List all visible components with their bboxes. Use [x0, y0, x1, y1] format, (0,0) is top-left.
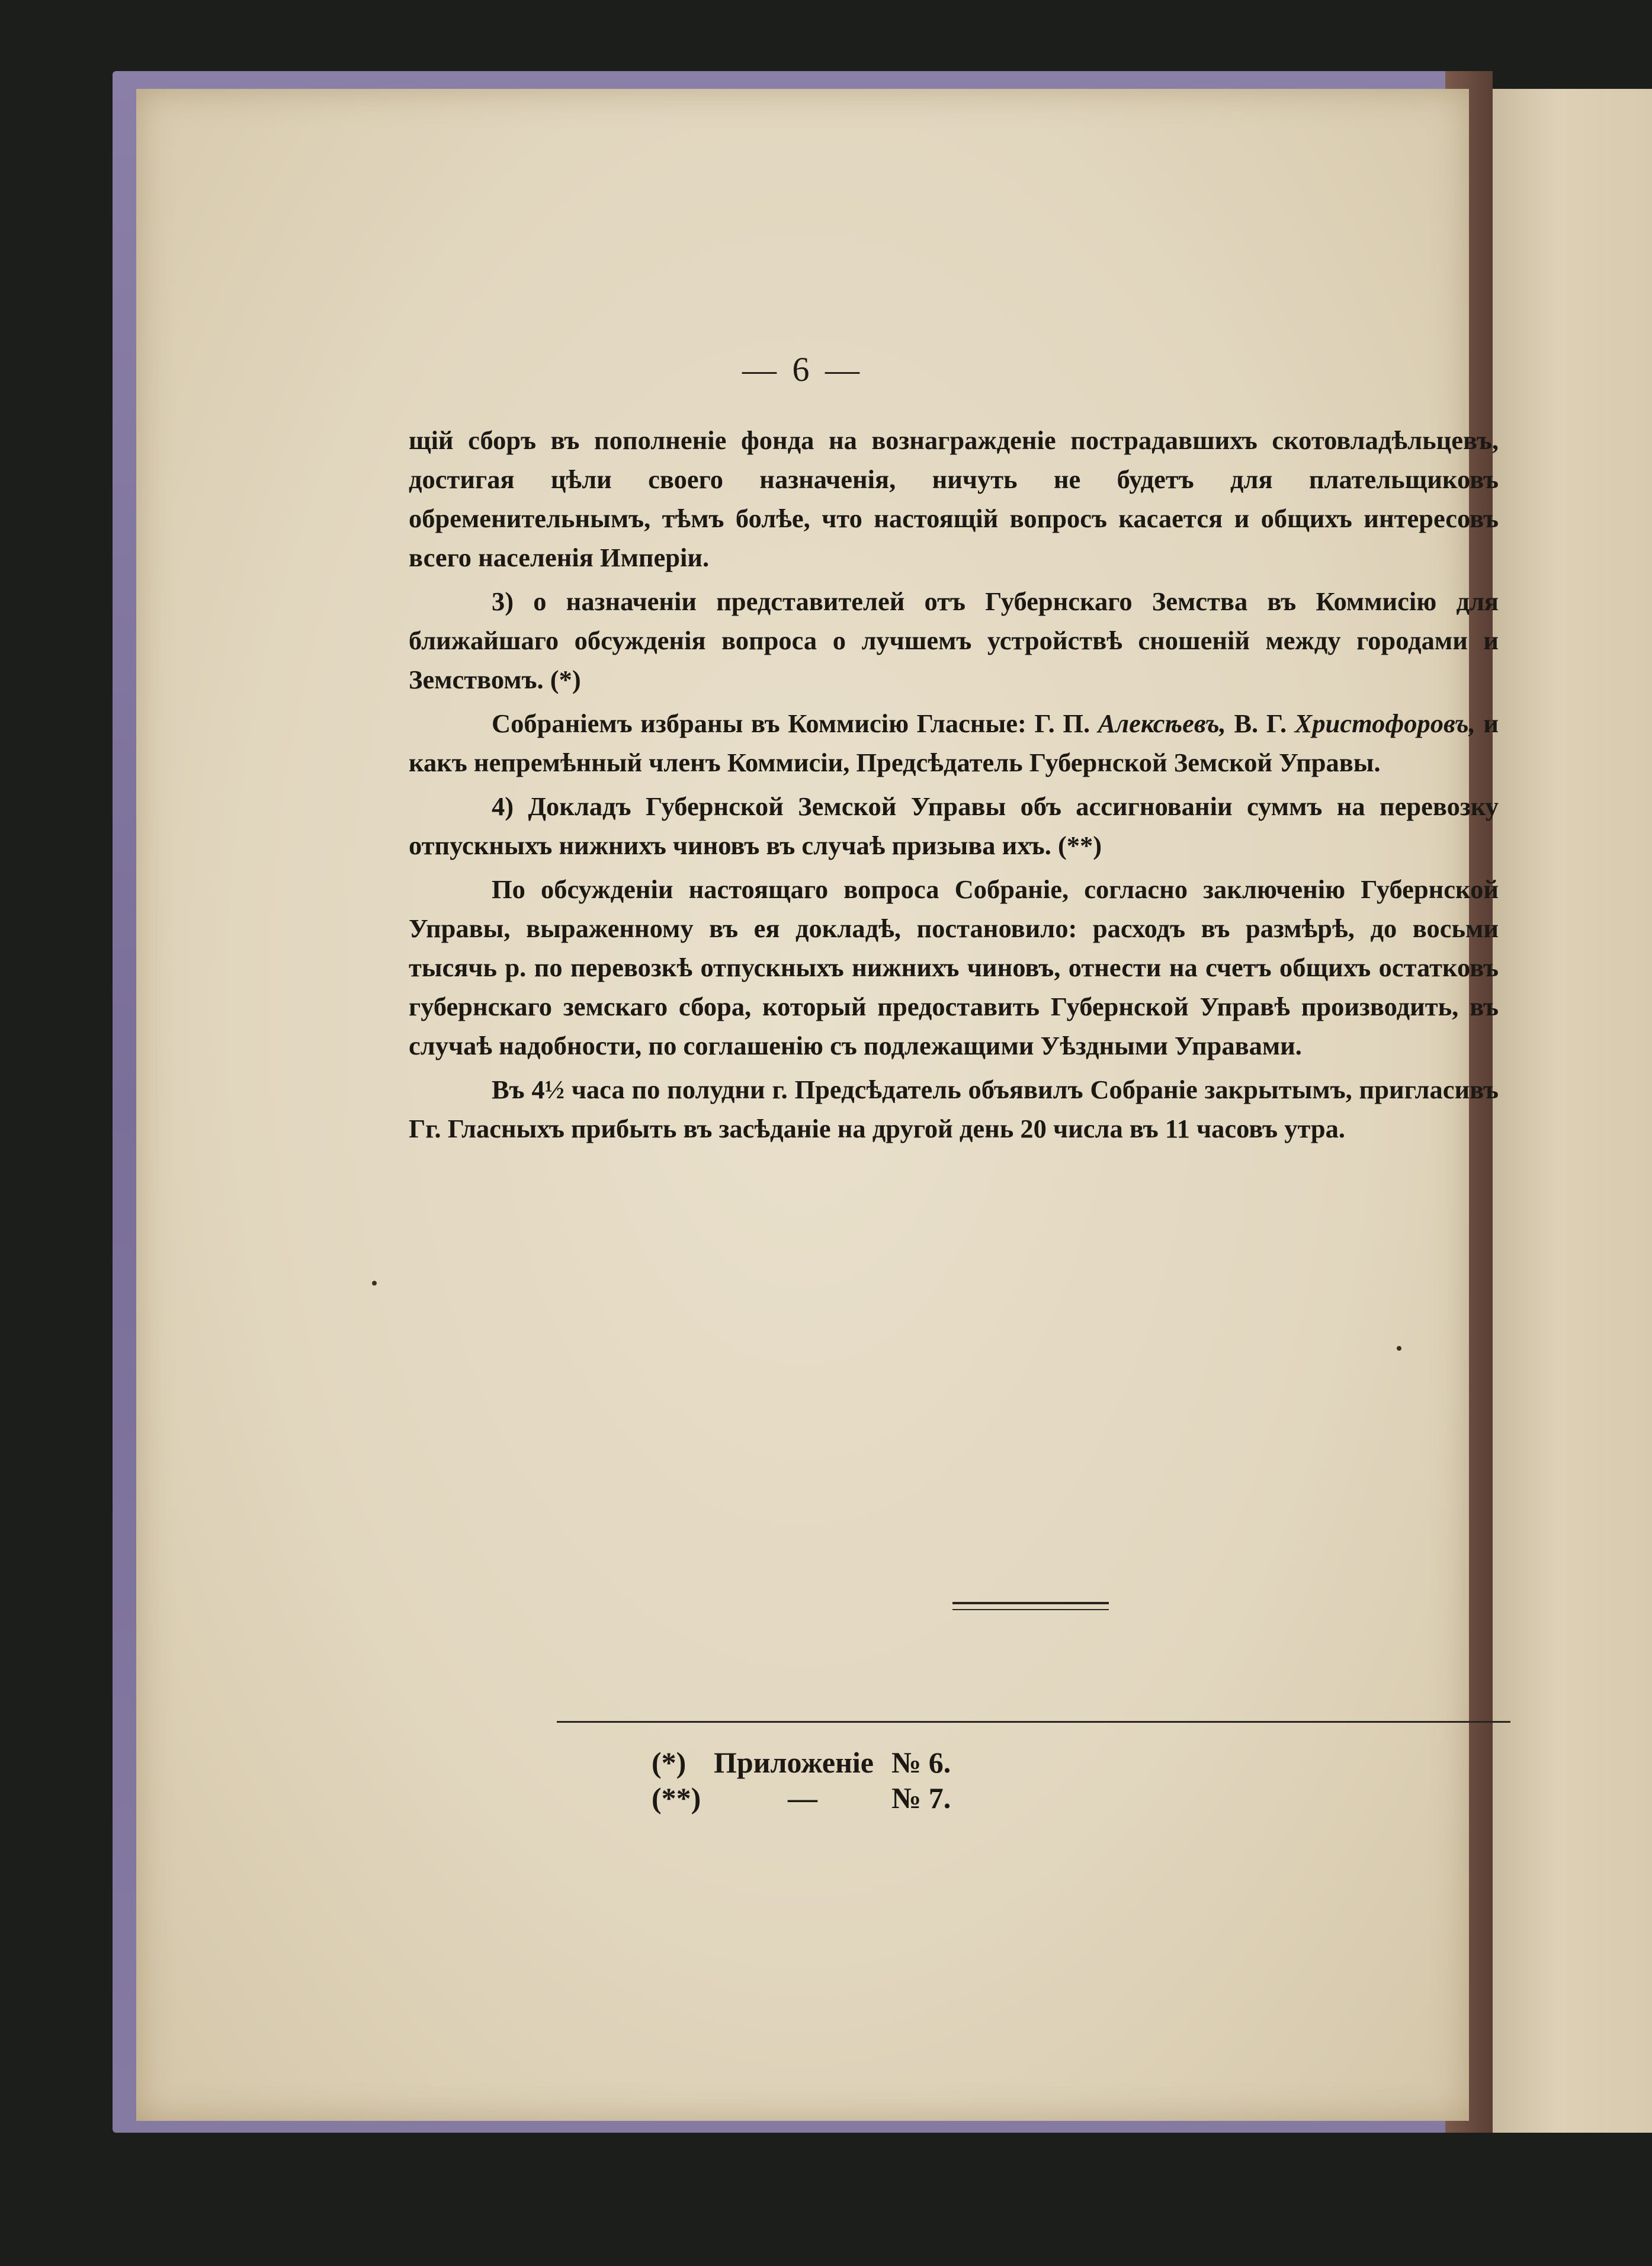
commission-name-2: Христофоровъ,: [1294, 709, 1475, 738]
footnote-number: № 7.: [891, 1781, 951, 1815]
commission-name-1: Алексѣевъ,: [1098, 709, 1226, 738]
footnote-mark: (**): [652, 1781, 701, 1815]
body-text: [409, 421, 1499, 1153]
footnote-1: [652, 1745, 951, 1780]
ink-speck: [372, 1281, 377, 1286]
commission-middle: В. Г.: [1234, 709, 1287, 738]
footnote-2: [652, 1780, 951, 1816]
paragraph-item-3: 3) о назначеніи представителей отъ Губернскаго Земства въ Коммисію для ближайшаго обсужденія вопроса о лучшемъ устройствѣ сношеній между городами и Земствомъ. (*): [409, 586, 1499, 694]
footnotes: [652, 1745, 951, 1816]
document-page: [136, 89, 1499, 2121]
footnote-mark: (*): [652, 1746, 687, 1779]
paragraph-item-4: 4) Докладъ Губернской Земской Управы объ ассигнованіи суммъ на перевозку отпускныхъ нижнихъ чиновъ въ случаѣ призыва ихъ. (**): [409, 791, 1499, 860]
footnote-rule: [557, 1721, 1510, 1723]
paragraph-closing: Въ 4½ часа по полудни г. Предсѣдатель объявилъ Собраніе закрытымъ, пригласивъ Гг. Гласныхъ прибыть въ засѣданіе на другой день 20 числа въ 11 часовъ утра.: [409, 1075, 1499, 1143]
page-number: — 6 —: [742, 350, 863, 389]
footnote-text: —: [788, 1781, 817, 1815]
footnote-number: № 6.: [891, 1746, 951, 1779]
section-divider: [952, 1602, 1109, 1610]
commission-outro: и какъ непремѣнный членъ Коммисіи, Предсѣдатель Губернской Земской Управы.: [409, 709, 1499, 777]
paragraph-resolution: По обсужденіи настоящаго вопроса Собраніе, согласно заключенію Губернской Управы, выраженному въ ея докладѣ, постановило: расходъ въ размѣрѣ, до восьми тысячь р. по перевозкѣ отпускныхъ нижнихъ чиновъ, отнести на счетъ общихъ остатковъ губернскаго земскаго сбора, который предоставить Губернской Управѣ производить, въ случаѣ надобности, по соглашенію съ подлежащими Уѣздными Управами.: [409, 874, 1499, 1060]
footnote-text: Приложеніе: [714, 1746, 874, 1779]
paragraph-commission: [409, 704, 1499, 782]
paragraph-continuation: щій сборъ въ пополненіе фонда на вознагражденіе пострадавшихъ скотовладѣльцевъ, достигая цѣли своего назначенія, ничуть не будетъ для плательщиковъ обременительнымъ, тѣмъ болѣе, что настоящій вопросъ касается и общихъ интересовъ всего населенія Имперіи.: [409, 425, 1499, 572]
adjacent-page-edge: [1493, 89, 1652, 2133]
commission-intro: Собраніемъ избраны въ Коммисію Гласные: Г. П.: [492, 709, 1090, 738]
ink-speck: [1397, 1346, 1401, 1351]
